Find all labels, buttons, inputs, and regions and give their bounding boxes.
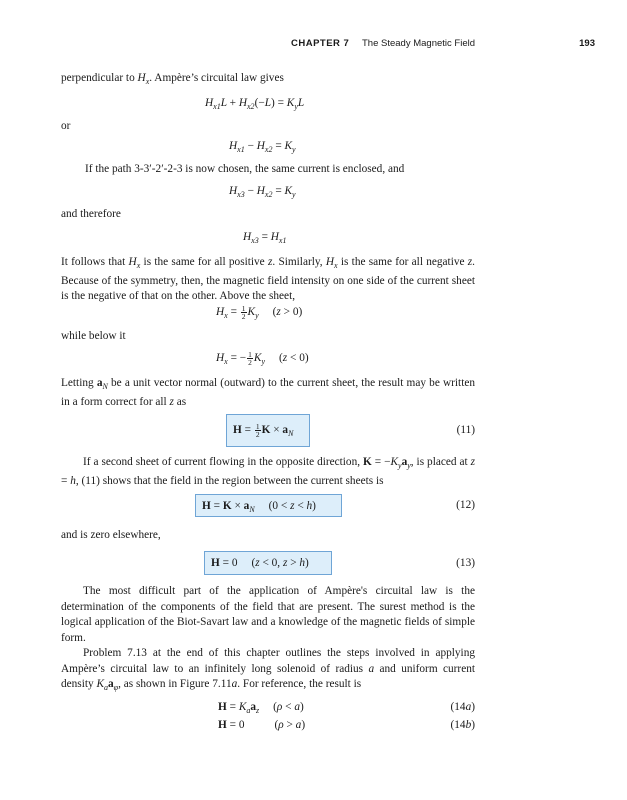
page-number: 193 (579, 38, 595, 49)
text-and-therefore: and therefore (61, 208, 121, 220)
equation-hx3-hx2: $H_{x3} - H_{x2} = K_y$ (229, 185, 296, 199)
paragraph-intro: perpendicular to $H_x$. Ampère’s circuital law gives (61, 72, 284, 86)
equation-11: H = $\frac{1}{2}$ $K \times a_N$ (233, 422, 294, 439)
running-header (0, 38, 627, 52)
equation-hx1-hx2: $H_{x1} - H_{x2} = K_y$ (229, 140, 296, 154)
text-zero-elsewhere: and is zero elsewhere, (61, 529, 161, 541)
chapter-label: CHAPTER 7 (291, 38, 350, 49)
equation-14b: H = 0 (ρ > a) (218, 719, 306, 731)
paragraph-path: If the path 3-3′-2′-2-3 is now chosen, the same current is enclosed, and (85, 163, 405, 175)
paragraph-difficult-part: The most difficult part of the application of Ampère's circuital law is the determination of the components of the field that are present. The surest method is the logical application of the Biot-Savart law and a knowledge of the magnetic fields of simple form. (61, 585, 475, 644)
paragraph-unit-vector: Letting $a_N$ be a unit vector normal (outward) to the current sheet, the result may be written in a form correct for all z as (61, 377, 476, 408)
equation-number-12: (12) (456, 499, 475, 511)
equation-number-11: (11) (456, 424, 475, 436)
equation-12: $H = K \times a_N$ (0 < z < h) (202, 500, 316, 514)
equation-hx3-hx1: $H_{x3} = H_{x1}$ (243, 231, 287, 245)
equation-13-box (204, 551, 332, 575)
text-while-below: while below it (61, 330, 126, 342)
paragraph-second-sheet: If a second sheet of current flowing in the opposite direction, $K = -K_ya_y$, is placed at z = h, (11) shows that the field in the region between the current sheets is (61, 456, 475, 487)
text-or: or (61, 120, 71, 132)
equation-number-13: (13) (456, 557, 475, 569)
equation-14a: $H = K_aa_z$ (ρ < a) (218, 701, 304, 715)
equation-11-box (226, 414, 310, 447)
paragraph-symmetry: It follows that $H_x$ is the same for all positive z. Similarly, $H_x$ is the same for all negative z. Because of the symmetry, then, the magnetic field intensity on one side of the current sheet is the negative of that on the other. Above the sheet, (61, 256, 475, 303)
equation-above-sheet: $H_x$ = $\frac{1}{2}$ $K_y$ (z > 0) (216, 304, 303, 321)
equation-13: H = 0 (z < 0, z > h) (211, 557, 309, 569)
equation-number-14a: (14a) (450, 701, 475, 713)
chapter-title: The Steady Magnetic Field (362, 38, 476, 49)
equation-ampere-loop: $H_{x1}L + H_{x2}(-L) = K_yL$ (205, 97, 305, 111)
equation-number-14b: (14b) (450, 719, 475, 731)
equation-below-sheet: $H_x$ = − $\frac{1}{2}$ $K_y$ (z < 0) (216, 350, 309, 367)
paragraph-problem: Problem 7.13 at the end of this chapter outlines the steps involved in applying Ampère’s circuital law to an infinitely long solenoid of radius a and uniform current density $K_aa_\varphi$, as shown in Figure 7.11a. For reference, the result is (61, 647, 475, 693)
equation-12-box (195, 494, 342, 517)
